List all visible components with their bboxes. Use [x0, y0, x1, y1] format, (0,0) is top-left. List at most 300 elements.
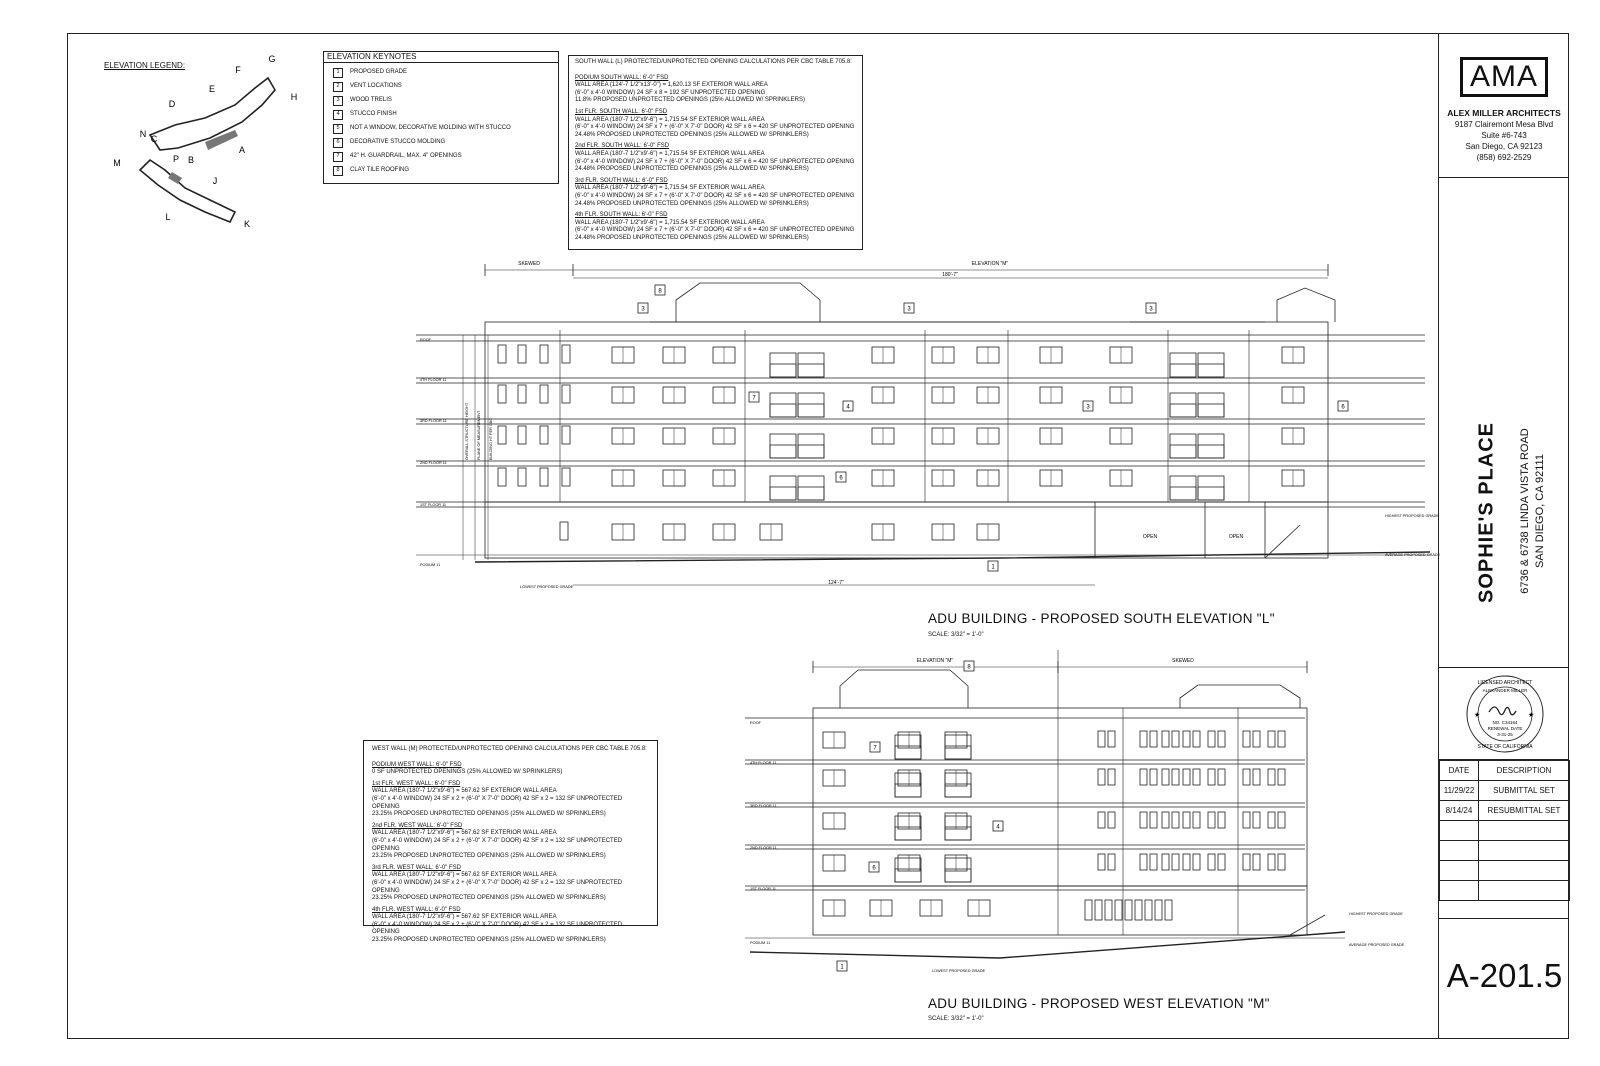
calc-heading: 4th FLR. SOUTH WALL: 6'-0" FSD: [575, 212, 668, 219]
narrow-window: [1172, 769, 1179, 785]
stamp-bottom: STATE OF CALIFORNIA: [1477, 744, 1533, 750]
legend-marker: D: [168, 99, 176, 109]
narrow-window: [1268, 731, 1275, 747]
line-work: [1290, 915, 1325, 935]
architect-stamp: [1439, 668, 1570, 760]
keynote-tag-label: 1: [991, 564, 995, 571]
table-row: [1440, 861, 1570, 881]
calc-line: 23.25% PROPOSED UNPROTECTED OPENINGS (25% ALLOWED W/ SPRINKLERS): [372, 853, 606, 860]
balcony-door: [895, 858, 921, 882]
narrow-window: [1085, 900, 1092, 920]
narrow-window: [1172, 731, 1179, 747]
balcony-door: [1170, 353, 1196, 377]
west-building-body: [813, 708, 1307, 886]
level-label: 2ND FLOOR 11: [420, 461, 447, 465]
guardrail: [798, 364, 824, 377]
keynote-item: [324, 94, 558, 108]
dimension-label: 124'-7": [828, 580, 844, 586]
sheet-number: A-201.5: [1446, 957, 1563, 994]
balcony-door: [798, 434, 824, 458]
level-label: 3RD FLOOR 11: [750, 804, 777, 808]
narrow-window: [1140, 769, 1147, 785]
narrow-window: [1183, 731, 1190, 747]
narrow-window: [1253, 812, 1260, 828]
line-work: [1265, 525, 1300, 558]
legend-marker: A: [238, 145, 246, 155]
table-row: [1440, 781, 1570, 801]
table-row: [1440, 881, 1570, 901]
keynote-text: NOT A WINDOW, DECORATIVE MOLDING WITH STUCCO: [350, 124, 511, 131]
narrow-window: [1172, 812, 1179, 828]
balcony-door: [1170, 393, 1196, 417]
balcony-door: [895, 816, 921, 840]
south-podium: [485, 502, 1328, 558]
balcony-door: [770, 393, 796, 417]
south-wall-calculations: [568, 55, 863, 250]
narrow-window: [1278, 854, 1285, 870]
guardrail: [1170, 445, 1196, 458]
firm-phone: (858) 692-2529: [1476, 153, 1532, 162]
table-row: [1440, 841, 1570, 861]
narrow-window: [1162, 731, 1169, 747]
narrow-window: [1183, 812, 1190, 828]
narrow-window: [1208, 769, 1215, 785]
sheet-divider: [1439, 918, 1569, 919]
legend-marker: E: [208, 84, 216, 94]
open-label: OPEN: [1228, 534, 1244, 540]
level-label: 3RD FLOOR 11: [420, 419, 447, 423]
south-building-body: [485, 322, 1328, 502]
firm-logo: AMA: [1460, 57, 1548, 97]
calc-line: WALL AREA (180'-7 1/2"x9'-6") = 567.62 SF EXTERIOR WALL AREA: [372, 830, 557, 837]
narrow-window: [1135, 900, 1142, 920]
proposed-grade-line: [475, 552, 1430, 562]
calc-line: 11.8% PROPOSED UNPROTECTED OPENINGS (25% ALLOWED W/ SPRINKLERS): [575, 97, 805, 104]
firm-address3: San Diego, CA 92123: [1465, 142, 1543, 151]
narrow-window: [1125, 900, 1132, 920]
calc-line: 23.25% PROPOSED UNPROTECTED OPENINGS (25% ALLOWED W/ SPRINKLERS): [372, 937, 606, 944]
level-label: ROOF: [750, 721, 761, 725]
keynote-item: [324, 164, 558, 178]
calc-heading: 4th FLR. WEST WALL: 6'-0" FSD: [372, 906, 461, 913]
narrow-window: [1140, 854, 1147, 870]
narrow-window: [562, 385, 570, 403]
west-elevation-title: ADU BUILDING - PROPOSED WEST ELEVATION "M": [928, 996, 1270, 1011]
balcony-door: [1198, 476, 1224, 500]
grade-note: HIGHEST PROPOSED GRADE: [1385, 514, 1439, 518]
south-elevation-title: ADU BUILDING - PROPOSED SOUTH ELEVATION "L": [928, 611, 1275, 626]
level-label: PODIUM 11: [420, 563, 441, 567]
level-label: ROOF: [420, 338, 431, 342]
legend-marker: B: [187, 155, 195, 165]
project-address1: 6736 & 6738 LINDA VISTA ROAD: [1519, 428, 1531, 594]
guardrail: [1170, 404, 1196, 417]
calc-line: 23.25% PROPOSED UNPROTECTED OPENINGS (25% ALLOWED W/ SPRINKLERS): [372, 895, 606, 902]
legend-marker: P: [172, 154, 180, 164]
narrow-window: [1162, 854, 1169, 870]
grade-note: LOWEST PROPOSED GRADE: [520, 585, 574, 589]
narrow-window: [1150, 854, 1157, 870]
calc-line: (6'-0" x 4'-0 WINDOW) 24 SF x 2 + (6'-0" X 7'-0" DOOR) 42 SF x 2 = 132 SF UNPROTECTED OPENING: [372, 837, 623, 852]
firm-section: [1439, 33, 1569, 178]
narrow-window: [1243, 812, 1250, 828]
narrow-window: [1193, 769, 1200, 785]
legend-marker: N: [139, 129, 147, 139]
revision-table: [1439, 760, 1570, 901]
keynote-item: [324, 66, 558, 80]
level-label: 1ST FLOOR 11: [420, 503, 447, 507]
keynote-tag-label: 8: [658, 288, 662, 295]
narrow-window: [1218, 731, 1225, 747]
guardrail: [1198, 445, 1224, 458]
narrow-window: [1098, 812, 1105, 828]
calc-heading: 2nd FLR. WEST WALL: 6'-0" FSD: [372, 822, 463, 829]
narrow-window: [1150, 812, 1157, 828]
project-info: [1445, 413, 1565, 613]
balcony-door: [1198, 353, 1224, 377]
calc-heading: 2nd FLR. SOUTH WALL: 6'-0" FSD: [575, 143, 670, 150]
calc-line: WALL AREA (180'-7 1/2"x9'-6") = 1,715.54 SF EXTERIOR WALL AREA: [575, 219, 765, 226]
narrow-window: [1218, 854, 1225, 870]
grade-note: AVERAGE PROPOSED GRADE: [1349, 943, 1405, 947]
narrow-window: [1183, 769, 1190, 785]
narrow-window: [1268, 812, 1275, 828]
stamp-section: [1439, 668, 1569, 760]
balcony-door: [1170, 476, 1196, 500]
guardrail: [770, 364, 796, 377]
narrow-window: [1162, 769, 1169, 785]
calc-line: 23.25% PROPOSED UNPROTECTED OPENINGS (25% ALLOWED W/ SPRINKLERS): [372, 811, 606, 818]
table-row: [1440, 801, 1570, 821]
calc-line: WALL AREA (180'-7 1/2"x9'-6") = 567.62 SF EXTERIOR WALL AREA: [372, 914, 557, 921]
narrow-window: [518, 385, 526, 403]
guardrail: [798, 445, 824, 458]
balcony-door: [770, 434, 796, 458]
calc-line: WALL AREA (124'-7 1/2"x13'-0") = 1,620.13 SF EXTERIOR WALL AREA: [575, 82, 768, 89]
firm-address2: Suite #6-743: [1481, 131, 1527, 140]
narrow-window: [1162, 812, 1169, 828]
narrow-window: [1278, 731, 1285, 747]
narrow-window: [1218, 769, 1225, 785]
keynote-tag-label: 6: [872, 865, 876, 872]
keynote-text: PROPOSED GRADE: [350, 68, 408, 75]
legend-marker: C: [150, 134, 158, 144]
narrow-window: [1098, 731, 1105, 747]
keynote-item: [324, 150, 558, 164]
vertical-note: PLANE OF MEASUREMENT: [477, 410, 481, 460]
keynote-tag-label: 3: [907, 306, 911, 313]
guardrail: [770, 487, 796, 500]
balcony-door: [798, 353, 824, 377]
legend-marker: G: [268, 54, 276, 64]
vertical-note: OVERALL STRUCTURE HEIGHT: [465, 402, 469, 460]
signature-mark: [1489, 707, 1516, 715]
keynote-text: VENT LOCATIONS: [350, 82, 402, 89]
keynote-item: [324, 108, 558, 122]
calc-line: (6'-0" x 4'-0 WINDOW) 24 SF x 7 + (6'-0" X 7'-0" DOOR) 42 SF x 6 = 420 SF UNPROTECTED OPENING: [575, 227, 855, 234]
rev-header-desc: DESCRIPTION: [1479, 761, 1570, 781]
narrow-window: [1278, 769, 1285, 785]
elevation-legend-title: ELEVATION LEGEND:: [104, 61, 186, 70]
narrow-window: [1095, 900, 1102, 920]
calc-line: (6'-0" x 4'-0 WINDOW) 24 SF x 2 + (6'-0" X 7'-0" DOOR) 42 SF x 2 = 132 SF UNPROTECTED OPENING: [372, 879, 623, 894]
south-calc-title: SOUTH WALL (L) PROTECTED/UNPROTECTED OPENING CALCULATIONS PER CBC TABLE 705.8:: [575, 59, 852, 65]
vertical-note: BUILDING HT PER CBC: [489, 418, 493, 460]
keynote-tag-label: 7: [752, 395, 756, 402]
guardrail: [770, 445, 796, 458]
narrow-window: [1183, 854, 1190, 870]
guardrail: [1198, 487, 1224, 500]
calc-heading: 1st FLR. SOUTH WALL: 6'-0" FSD: [575, 108, 668, 115]
keynote-item: [324, 136, 558, 150]
elevation-keynotes: [323, 51, 559, 184]
calc-line: (6'-0" x 4'-0 WINDOW) 24 SF x 7 + (6'-0" X 7'-0" DOOR) 42 SF x 6 = 420 SF UNPROTECTED OPENING: [575, 158, 855, 165]
open-label: OPEN: [1142, 534, 1158, 540]
project-address2: SAN DIEGO, CA 92111: [1534, 454, 1546, 568]
keynote-text: DECORATIVE STUCCO MOLDING: [350, 138, 446, 145]
project-name: SOPHIE'S PLACE: [1475, 422, 1498, 604]
level-label: 4TH FLOOR 11: [420, 378, 447, 382]
narrow-window: [540, 345, 548, 363]
rev-header-date: DATE: [1440, 761, 1479, 781]
balcony-door: [895, 735, 921, 759]
keynote-item: [324, 80, 558, 94]
narrow-window: [560, 522, 568, 540]
calc-line: 24.48% PROPOSED UNPROTECTED OPENINGS (25% ALLOWED W/ SPRINKLERS): [575, 131, 809, 138]
keynote-tag-label: 4: [846, 404, 850, 411]
narrow-window: [1193, 731, 1200, 747]
key-plan-building: [140, 160, 235, 222]
keynote-number: 4: [333, 110, 343, 120]
west-podium: [813, 886, 1307, 935]
dimension-label: ELEVATION "M": [971, 261, 1009, 267]
keynote-text: WOOD TRELIS: [350, 96, 392, 103]
narrow-window: [1140, 731, 1147, 747]
keynotes-title: ELEVATION KEYNOTES: [324, 52, 558, 63]
narrow-window: [1115, 900, 1122, 920]
narrow-window: [498, 468, 506, 486]
calc-heading: 1st FLR. WEST WALL: 6'-0" FSD: [372, 780, 461, 787]
narrow-window: [540, 468, 548, 486]
balcony-door: [1198, 393, 1224, 417]
guardrail: [770, 404, 796, 417]
narrow-window: [1243, 769, 1250, 785]
narrow-window: [1165, 900, 1172, 920]
narrow-window: [518, 468, 526, 486]
keynote-tag-label: 1: [840, 964, 844, 971]
level-label: 1ST FLOOR 11: [750, 887, 777, 891]
firm-name: ALEX MILLER ARCHITECTS: [1447, 108, 1561, 118]
legend-marker: J: [212, 176, 218, 186]
level-label: 2ND FLOOR 11: [750, 846, 777, 850]
guardrail: [1198, 364, 1224, 377]
legend-marker: M: [113, 158, 121, 168]
keynote-text: 42" H. GUARDRAIL, MAX. 4" OPENINGS: [350, 152, 462, 159]
narrow-window: [498, 426, 506, 444]
stamp-date: 3-31-25: [1497, 732, 1513, 737]
grade-note: AVERAGE PROPOSED GRADE: [1385, 553, 1441, 557]
calc-line: (6'-0" x 4'-0 WINDOW) 24 SF x 8 = 192 SF UNPROTECTED OPENING: [575, 89, 766, 96]
guardrail: [1198, 404, 1224, 417]
narrow-window: [498, 345, 506, 363]
keynote-tag-label: 8: [967, 664, 971, 671]
narrow-window: [1150, 731, 1157, 747]
narrow-window: [1268, 854, 1275, 870]
legend-marker: K: [243, 219, 251, 229]
stamp-number: NO. C34164: [1492, 720, 1518, 725]
calc-line: 24.48% PROPOSED UNPROTECTED OPENINGS (25% ALLOWED W/ SPRINKLERS): [575, 166, 809, 173]
west-wall-calculations: [363, 740, 658, 944]
narrow-window: [498, 385, 506, 403]
narrow-window: [1208, 731, 1215, 747]
level-label: 4TH FLOOR 11: [750, 761, 777, 765]
guardrail: [1170, 487, 1196, 500]
dimension-label: SKEWED: [518, 261, 540, 267]
narrow-window: [1253, 854, 1260, 870]
keynote-tag-label: 3: [641, 306, 645, 313]
rev-desc: SUBMITTAL SET: [1479, 781, 1570, 801]
narrow-window: [1098, 769, 1105, 785]
narrow-window: [1172, 854, 1179, 870]
grade-note: HIGHEST PROPOSED GRADE: [1349, 912, 1403, 916]
proposed-grade-line: [750, 932, 1345, 958]
narrow-window: [1218, 812, 1225, 828]
narrow-window: [1108, 769, 1115, 785]
narrow-window: [1268, 769, 1275, 785]
guardrail: [798, 487, 824, 500]
star-icon: ★: [1528, 711, 1535, 719]
west-elevation-scale: SCALE: 3/32" = 1'-0": [928, 1016, 984, 1022]
narrow-window: [1243, 731, 1250, 747]
narrow-window: [1098, 854, 1105, 870]
keynote-number: 3: [333, 96, 343, 106]
balcony-door: [770, 476, 796, 500]
project-section: [1439, 178, 1569, 668]
table-row: [1440, 821, 1570, 841]
narrow-window: [1108, 731, 1115, 747]
west-calc-title: WEST WALL (M) PROTECTED/UNPROTECTED OPENING CALCULATIONS PER CBC TABLE 705.8:: [372, 746, 647, 752]
stamp-top: LICENSED ARCHITECT: [1477, 680, 1533, 686]
keynote-text: STUCCO FINISH: [350, 110, 397, 117]
calc-line: 0 SF UNPROTECTED OPENINGS (25% ALLOWED W/ SPRINKLERS): [372, 769, 563, 776]
calc-line: 24.48% PROPOSED UNPROTECTED OPENINGS (25% ALLOWED W/ SPRINKLERS): [575, 234, 809, 241]
narrow-window: [1150, 769, 1157, 785]
narrow-window: [1193, 812, 1200, 828]
keynote-tag-label: 6: [839, 475, 843, 482]
balcony-door: [770, 353, 796, 377]
roof-tower: [1277, 288, 1335, 322]
rev-desc: RESUBMITTAL SET: [1479, 801, 1570, 821]
calc-line: (6'-0" x 4'-0 WINDOW) 24 SF x 7 + (6'-0" X 7'-0" DOOR) 42 SF x 6 = 420 SF UNPROTECTED OPENING: [575, 192, 855, 199]
narrow-window: [540, 426, 548, 444]
legend-marker: F: [235, 65, 241, 75]
calc-line: WALL AREA (180'-7 1/2"x9'-6") = 1,715.54 SF EXTERIOR WALL AREA: [575, 116, 765, 123]
narrow-window: [1108, 854, 1115, 870]
calc-line: WALL AREA (180'-7 1/2"x9'-6") = 1,715.54 SF EXTERIOR WALL AREA: [575, 185, 765, 192]
keynote-text: CLAY TILE ROOFING: [350, 166, 410, 173]
narrow-window: [1253, 731, 1260, 747]
keynote-number: 7: [333, 152, 343, 162]
balcony-door: [798, 476, 824, 500]
narrow-window: [1243, 854, 1250, 870]
firm-address1: 9187 Clairemont Mesa Blvd: [1454, 120, 1554, 129]
guardrail: [1170, 364, 1196, 377]
calc-heading: 3rd FLR. SOUTH WALL: 6'-0" FSD: [575, 177, 668, 184]
guardrail: [798, 404, 824, 417]
star-icon: ★: [1474, 711, 1481, 719]
grade-note: LOWEST PROPOSED GRADE: [932, 969, 986, 973]
narrow-window: [1140, 812, 1147, 828]
dimension-label: ELEVATION "M": [916, 658, 954, 664]
keynote-number: 2: [333, 82, 343, 92]
balcony-door: [895, 773, 921, 797]
narrow-window: [1208, 854, 1215, 870]
roof-tower: [840, 670, 968, 708]
dimension-label: SKEWED: [1172, 658, 1194, 664]
calc-heading: PODIUM SOUTH WALL: 6'-0" FSD: [575, 74, 669, 81]
keynote-tag-label: 3: [1086, 404, 1090, 411]
keynote-tag-label: 4: [996, 824, 1000, 831]
narrow-window: [562, 468, 570, 486]
calc-heading: 3rd FLR. WEST WALL: 6'-0" FSD: [372, 864, 461, 871]
stamp-name: ALEXANDER MILLER: [1482, 688, 1528, 693]
roof-tower: [676, 283, 820, 322]
stamp-renewal: RENEWAL DATE: [1487, 726, 1523, 731]
calc-line: (6'-0" x 4'-0 WINDOW) 24 SF x 2 + (6'-0" X 7'-0" DOOR) 42 SF x 2 = 132 SF UNPROTECTED OPENING: [372, 921, 623, 936]
narrow-window: [1105, 900, 1112, 920]
balcony-door: [1198, 434, 1224, 458]
narrow-window: [540, 385, 548, 403]
keynote-item: [324, 122, 558, 136]
narrow-window: [518, 345, 526, 363]
narrow-window: [1193, 854, 1200, 870]
calc-line: WALL AREA (180'-7 1/2"x9'-6") = 567.62 SF EXTERIOR WALL AREA: [372, 788, 557, 795]
narrow-window: [1278, 812, 1285, 828]
narrow-window: [518, 426, 526, 444]
narrow-window: [1253, 769, 1260, 785]
balcony-door: [1170, 434, 1196, 458]
balcony-door: [798, 393, 824, 417]
calc-line: 24.48% PROPOSED UNPROTECTED OPENINGS (25% ALLOWED W/ SPRINKLERS): [575, 200, 809, 207]
keynote-tag-label: 6: [1341, 404, 1345, 411]
level-label: PODIUM 11: [750, 941, 771, 945]
legend-marker: L: [165, 212, 171, 222]
narrow-window: [1208, 812, 1215, 828]
keynote-tag-label: 3: [1149, 306, 1153, 313]
calc-line: (6'-0" x 4'-0 WINDOW) 24 SF x 2 + (6'-0" X 7'-0" DOOR) 42 SF x 2 = 132 SF UNPROTECTED OPENING: [372, 795, 623, 810]
rev-date: 11/29/22: [1440, 781, 1479, 801]
narrow-window: [562, 426, 570, 444]
narrow-window: [562, 345, 570, 363]
dimension-label: 180'-7": [942, 272, 958, 278]
calc-line: WALL AREA (180'-7 1/2"x9'-6") = 567.62 SF EXTERIOR WALL AREA: [372, 872, 557, 879]
narrow-window: [1155, 900, 1162, 920]
keynote-number: 1: [333, 68, 343, 78]
legend-marker: H: [290, 92, 298, 102]
calc-line: (6'-0" x 4'-0 WINDOW) 24 SF x 7 + (6'-0" X 7'-0" DOOR) 42 SF x 6 = 420 SF UNPROTECTED OPENING: [575, 124, 855, 131]
keynote-number: 5: [333, 124, 343, 134]
narrow-window: [1108, 812, 1115, 828]
keynote-number: 6: [333, 138, 343, 148]
rev-date: 8/14/24: [1440, 801, 1479, 821]
south-elevation-scale: SCALE: 3/32" = 1'-0": [928, 632, 984, 638]
keynote-number: 8: [333, 166, 343, 176]
narrow-window: [1145, 900, 1152, 920]
roof-tower: [1180, 685, 1300, 708]
keynote-tag-label: 7: [873, 745, 877, 752]
calc-heading: PODIUM WEST WALL: 6'-0" FSD: [372, 761, 462, 768]
calc-line: WALL AREA (180'-7 1/2"x9'-6") = 1,715.54 SF EXTERIOR WALL AREA: [575, 150, 765, 157]
